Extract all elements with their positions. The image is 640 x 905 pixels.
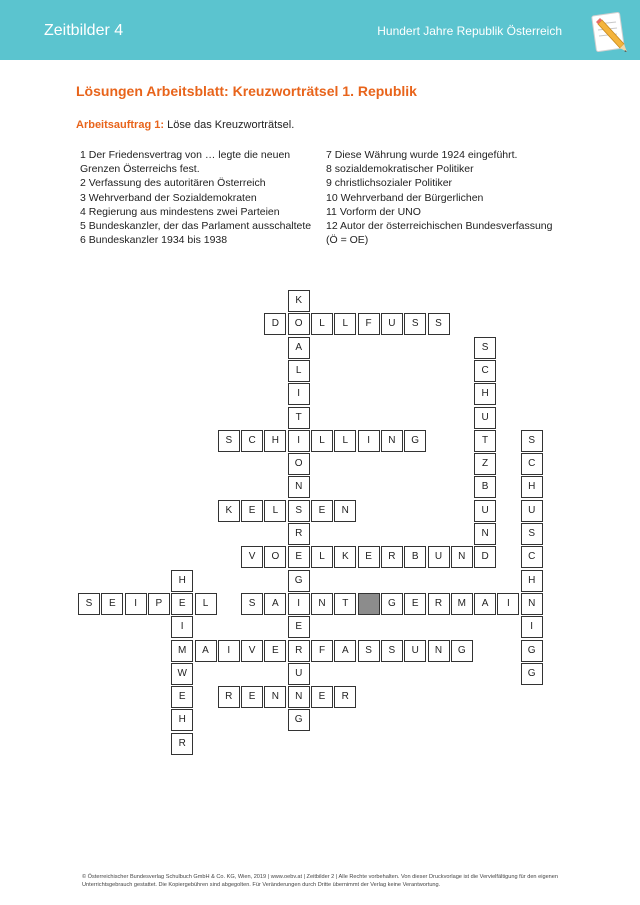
crossword-cell[interactable]: C (521, 453, 543, 475)
crossword-cell[interactable]: L (311, 546, 333, 568)
clue-item: 3 Wehrverband der Sozialdemokraten (80, 191, 257, 204)
crossword-cell[interactable]: I (125, 593, 147, 615)
crossword-cell[interactable]: D (474, 546, 496, 568)
clue-list-left (80, 148, 312, 247)
crossword-cell[interactable]: U (428, 546, 450, 568)
crossword-cell[interactable]: G (381, 593, 403, 615)
crossword-cell[interactable]: S (381, 640, 403, 662)
crossword-cell[interactable]: S (428, 313, 450, 335)
crossword-cell[interactable]: R (171, 733, 193, 755)
crossword-cell[interactable]: R (428, 593, 450, 615)
crossword-cell[interactable]: T (474, 430, 496, 452)
crossword-cell[interactable]: R (381, 546, 403, 568)
crossword-cell[interactable]: T (334, 593, 356, 615)
crossword-cell[interactable]: S (404, 313, 426, 335)
crossword-cell[interactable]: C (241, 430, 263, 452)
crossword-cell[interactable]: R (334, 686, 356, 708)
crossword-cell[interactable]: U (521, 500, 543, 522)
crossword-cell[interactable]: N (311, 593, 333, 615)
clue-item: 8 sozialdemokratischer Politiker (326, 163, 474, 176)
crossword-cell[interactable]: L (264, 500, 286, 522)
crossword-cell[interactable]: K (334, 546, 356, 568)
crossword-cell[interactable]: S (288, 500, 310, 522)
crossword-cell[interactable]: S (474, 337, 496, 359)
crossword-cell[interactable]: E (171, 593, 193, 615)
crossword-cell[interactable]: V (241, 640, 263, 662)
crossword-cell[interactable]: N (264, 686, 286, 708)
crossword-cell[interactable]: C (521, 546, 543, 568)
crossword-cell[interactable]: H (171, 570, 193, 592)
crossword-cell[interactable]: E (241, 500, 263, 522)
crossword-cell[interactable]: N (381, 430, 403, 452)
crossword-cell[interactable]: F (358, 313, 380, 335)
crossword-blank-cell[interactable] (358, 593, 380, 615)
clue-item: 7 Diese Währung wurde 1924 eingeführt. (326, 149, 518, 161)
crossword-cell[interactable]: L (195, 593, 217, 615)
crossword-cell[interactable]: R (288, 523, 310, 545)
crossword-cell[interactable]: G (288, 570, 310, 592)
crossword-cell[interactable]: S (218, 430, 240, 452)
crossword-cell[interactable]: L (334, 430, 356, 452)
crossword-cell[interactable]: E (288, 546, 310, 568)
crossword-cell[interactable]: N (451, 546, 473, 568)
crossword-cell[interactable]: I (358, 430, 380, 452)
clue-item: 9 christlichsozialer Politiker (326, 177, 453, 190)
crossword-cell[interactable]: G (451, 640, 473, 662)
clue-item: 5 Bundeskanzler, der das Parlament ausschaltete (80, 220, 312, 233)
crossword-cell[interactable]: I (218, 640, 240, 662)
crossword-cell[interactable]: A (334, 640, 356, 662)
crossword-cell[interactable]: A (195, 640, 217, 662)
task-label: Arbeitsauftrag 1: (76, 119, 165, 131)
task-text: Löse das Kreuzworträtsel. (164, 119, 295, 131)
crossword-cell[interactable]: P (148, 593, 170, 615)
task-instruction (76, 119, 294, 131)
crossword-cell[interactable]: N (428, 640, 450, 662)
crossword-cell[interactable]: E (171, 686, 193, 708)
crossword-cell[interactable]: L (311, 313, 333, 335)
crossword-cell[interactable]: E (101, 593, 123, 615)
crossword-cell[interactable]: G (288, 709, 310, 731)
crossword-cell[interactable]: T (288, 407, 310, 429)
clue-item: 12 Autor der österreichischen Bundesverfassung (326, 220, 553, 233)
crossword-cell[interactable]: U (474, 407, 496, 429)
crossword-cell[interactable]: N (521, 593, 543, 615)
crossword-cell[interactable]: I (171, 616, 193, 638)
crossword-cell[interactable]: W (171, 663, 193, 685)
crossword-cell[interactable]: C (474, 360, 496, 382)
crossword-cell[interactable]: L (311, 430, 333, 452)
crossword-cell[interactable]: S (78, 593, 100, 615)
crossword-cell[interactable]: E (311, 686, 333, 708)
crossword-cell[interactable]: H (264, 430, 286, 452)
crossword-cell[interactable]: K (218, 500, 240, 522)
crossword-cell[interactable]: N (288, 686, 310, 708)
crossword-cell[interactable]: N (334, 500, 356, 522)
footer-copyright: © Österreichischer Bundesverlag Schulbuch GmbH & Co. KG, Wien, 2019 | www.oebv.at | Zeitbilder 2 | Alle Rechte vorbehalten. Von dieser Druckvorlage ist die Vervielfältigung für den eigenen Unterrichtsgebrauch gestattet. Die Kopiergebühren sind abgegolten. Für Veränderungen durch Dritte übernimmt der Verlag keine Verantwortung. (82, 874, 559, 888)
crossword-cell[interactable]: B (474, 476, 496, 498)
crossword-cell[interactable]: O (288, 453, 310, 475)
crossword-cell[interactable]: H (171, 709, 193, 731)
crossword-cell[interactable]: O (288, 313, 310, 335)
crossword-cell[interactable]: I (288, 593, 310, 615)
crossword-cell[interactable]: E (288, 616, 310, 638)
crossword-cell[interactable]: A (474, 593, 496, 615)
crossword-cell[interactable]: D (264, 313, 286, 335)
crossword-cell[interactable]: B (404, 546, 426, 568)
crossword-cell[interactable]: S (358, 640, 380, 662)
crossword-cell[interactable]: H (521, 476, 543, 498)
clue-item: (Ö = OE) (326, 234, 369, 247)
clue-item: 2 Verfassung des autoritären Österreich (80, 177, 266, 190)
crossword-cell[interactable]: N (474, 523, 496, 545)
crossword-cell[interactable]: E (404, 593, 426, 615)
crossword-cell[interactable]: U (381, 313, 403, 335)
crossword-cell[interactable]: G (521, 640, 543, 662)
crossword-cell[interactable]: K (288, 290, 310, 312)
crossword-cell[interactable]: A (264, 593, 286, 615)
crossword-cell[interactable]: G (521, 663, 543, 685)
clue-item: 4 Regierung aus mindestens zwei Parteien (80, 205, 280, 218)
crossword-cell[interactable]: F (311, 640, 333, 662)
clue-item: 10 Wehrverband der Bürgerlichen (326, 191, 484, 204)
crossword-cell[interactable]: M (451, 593, 473, 615)
crossword-cell[interactable]: I (521, 616, 543, 638)
crossword-cell[interactable]: V (241, 546, 263, 568)
crossword-cell[interactable]: L (334, 313, 356, 335)
series-title: Hundert Jahre Republik Österreich (377, 24, 562, 38)
crossword-cell[interactable]: H (521, 570, 543, 592)
crossword-cell[interactable]: E (311, 500, 333, 522)
clue-item: 1 Der Friedensvertrag von … legte die neuen Grenzen Österreichs fest. (80, 149, 291, 176)
crossword-cell[interactable]: S (521, 523, 543, 545)
header-banner (0, 0, 640, 60)
crossword-cell[interactable]: S (521, 430, 543, 452)
crossword-cell[interactable]: E (241, 686, 263, 708)
clue-item: 11 Vorform der UNO (326, 205, 421, 218)
crossword-cell[interactable]: S (241, 593, 263, 615)
crossword-cell[interactable]: R (218, 686, 240, 708)
crossword-cell[interactable]: Z (474, 453, 496, 475)
crossword-cell[interactable]: E (264, 640, 286, 662)
crossword-cell[interactable]: U (288, 663, 310, 685)
crossword-cell[interactable]: U (474, 500, 496, 522)
crossword-cell[interactable]: L (288, 360, 310, 382)
crossword-cell[interactable]: A (288, 337, 310, 359)
crossword-cell[interactable]: M (171, 640, 193, 662)
clue-list-right (326, 148, 556, 247)
page-title: Lösungen Arbeitsblatt: Kreuzworträtsel 1. Republik (76, 83, 417, 99)
crossword-cell[interactable]: N (288, 476, 310, 498)
brand-title: Zeitbilder 4 (44, 22, 124, 39)
clue-item: 6 Bundeskanzler 1934 bis 1938 (80, 234, 228, 247)
pencil-paper-icon (580, 6, 632, 58)
crossword-cell[interactable]: O (264, 546, 286, 568)
crossword-cell[interactable]: I (288, 430, 310, 452)
crossword-cell[interactable]: G (404, 430, 426, 452)
crossword-cell[interactable]: E (358, 546, 380, 568)
crossword-cell[interactable]: U (404, 640, 426, 662)
crossword-cell[interactable]: H (474, 383, 496, 405)
crossword-cell[interactable]: I (288, 383, 310, 405)
crossword-cell[interactable]: R (288, 640, 310, 662)
crossword-cell[interactable]: I (497, 593, 519, 615)
